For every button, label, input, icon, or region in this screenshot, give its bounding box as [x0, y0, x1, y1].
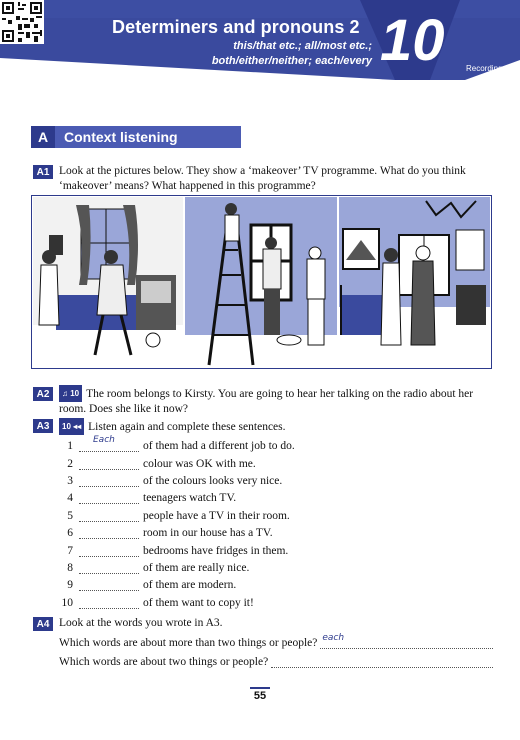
answer-blank[interactable]	[79, 474, 139, 487]
list-item	[59, 454, 256, 470]
a2-text: The room belongs to Kirsty. You are going to hear her talking on the radio about her room. Does she like it now?	[59, 388, 474, 415]
item-text: of them want to copy it!	[143, 597, 254, 609]
exercise-tag-a4: A4	[33, 617, 53, 631]
page-number-rule	[250, 687, 270, 689]
unit-header	[0, 0, 520, 80]
answer-blank[interactable]	[320, 633, 493, 649]
item-text: of them are modern.	[143, 579, 237, 591]
a1-instruction: Look at the pictures below. They show a ‘makeover’ TV programme. What do you think ‘makeover’ means? What happened in this programme?	[59, 165, 466, 192]
item-number: 9	[67, 579, 73, 591]
answer-blank[interactable]	[79, 435, 139, 452]
list-item	[59, 488, 236, 504]
audio-badge-a3[interactable]: 10 ◂◂	[59, 418, 84, 435]
answer-blank[interactable]	[79, 491, 139, 504]
answer-blank[interactable]	[79, 509, 139, 522]
list-item	[59, 541, 288, 557]
list-item	[59, 575, 236, 591]
unit-title: Determiners and pronouns 2	[112, 17, 360, 37]
answer-blank[interactable]	[79, 526, 139, 539]
unit-number: 10	[380, 8, 445, 73]
answer-blank[interactable]	[79, 457, 139, 470]
unit-subtitle-line1: this/that etc.; all/most etc.;	[233, 40, 372, 52]
item-number: 1	[67, 440, 73, 452]
item-text: bedrooms have fridges in them.	[143, 545, 289, 557]
answer-blank[interactable]	[79, 544, 139, 557]
exercise-tag-a3: A3	[33, 419, 53, 433]
item-text: of them had a different job to do.	[143, 440, 295, 452]
a4-question-2-text: Which words are about two things or people?	[59, 656, 269, 668]
list-item	[59, 558, 249, 574]
section-heading	[31, 126, 241, 148]
panel-messy-room	[33, 197, 183, 367]
answer-blank[interactable]	[271, 656, 493, 668]
exercise-tag-a2: A2	[33, 387, 53, 401]
a3-text: Listen again and complete these sentences.	[88, 421, 286, 433]
item-number: 10	[61, 597, 73, 609]
exercise-tag-a1: A1	[33, 165, 53, 179]
item-number: 2	[67, 458, 73, 470]
makeover-illustration	[31, 195, 492, 369]
audio-badge-a2[interactable]: ♫ 10	[59, 385, 82, 402]
item-text: room in our house has a TV.	[143, 527, 273, 539]
recording-label: Recording 10	[466, 64, 514, 73]
list-item	[59, 471, 282, 487]
item-text: teenagers watch TV.	[143, 492, 237, 504]
answer-blank[interactable]	[79, 596, 139, 609]
section-letter: A	[31, 126, 55, 148]
answer-blank[interactable]	[79, 578, 139, 591]
a4-instruction: Look at the words you wrote in A3.	[59, 617, 223, 629]
item-text: people have a TV in their room.	[143, 510, 290, 522]
handwritten-answer: each	[322, 633, 345, 643]
item-text: of them are really nice.	[143, 562, 250, 574]
item-number: 8	[67, 562, 73, 574]
qr-code-icon[interactable]	[0, 0, 44, 44]
unit-subtitle-line2: both/either/neither; each/every	[211, 55, 372, 67]
item-number: 6	[67, 527, 73, 539]
section-title: Context listening	[55, 126, 241, 148]
list-item	[59, 523, 273, 539]
item-text: of the colours looks very nice.	[143, 475, 283, 487]
item-text: colour was OK with me.	[143, 458, 256, 470]
item-number: 5	[67, 510, 73, 522]
a4-question-1	[59, 633, 493, 649]
a3-instruction	[59, 418, 495, 435]
handwritten-answer: Each	[93, 435, 115, 445]
answer-blank[interactable]	[79, 561, 139, 574]
panel-painting-room	[185, 197, 337, 367]
page-number: 55	[253, 690, 267, 702]
a4-question-2	[59, 652, 493, 668]
list-item	[59, 436, 295, 452]
item-number: 4	[67, 492, 73, 504]
a4-question-1-text: Which words are about more than two things or people?	[59, 637, 318, 649]
a2-instruction	[59, 385, 495, 417]
item-number: 3	[67, 475, 73, 487]
panel-finished-room	[339, 197, 490, 367]
list-item	[59, 593, 254, 609]
list-item	[59, 506, 290, 522]
item-number: 7	[67, 545, 73, 557]
